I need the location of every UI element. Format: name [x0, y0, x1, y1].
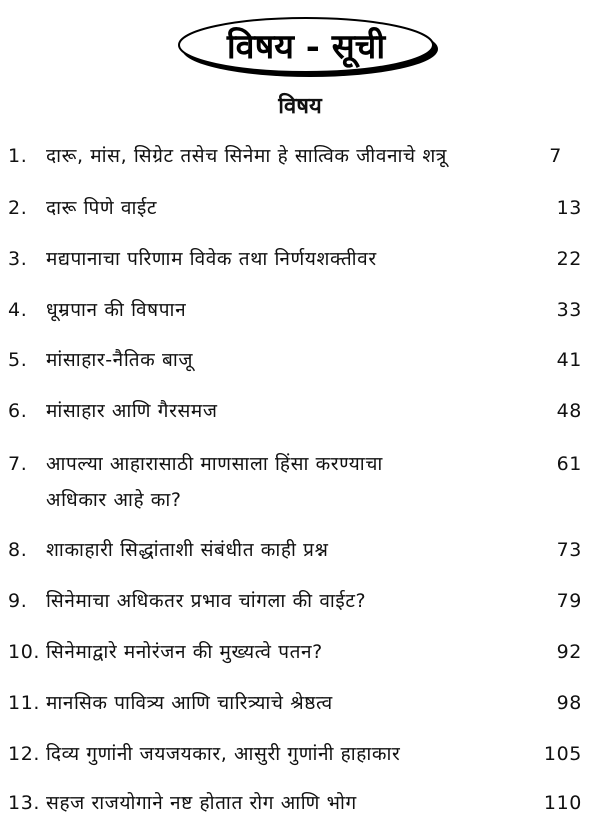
toc-page-number: 41	[556, 349, 582, 371]
toc-title-line2: अधिकार आहे का?	[46, 489, 182, 511]
toc-page-number: 98	[556, 692, 582, 714]
toc-number: 5.	[8, 349, 28, 371]
toc-number: 12.	[8, 743, 41, 765]
title-banner	[175, 14, 445, 80]
toc-page-number: 33	[556, 299, 582, 321]
toc-title: मांसाहार-नैतिक बाजू	[46, 349, 194, 371]
toc-title: मद्यपानाचा परिणाम विवेक तथा निर्णयशक्तीवर	[46, 248, 377, 270]
toc-page-number: 73	[556, 539, 582, 561]
toc-title: दारू पिणे वाईट	[46, 197, 158, 219]
toc-title-line1: आपल्या आहारासाठी माणसाला हिंसा करण्याचा	[46, 453, 383, 475]
toc-page-number: 110	[543, 792, 582, 814]
page-title: विषय - सूची	[226, 27, 386, 67]
toc-page-number: 7	[549, 145, 562, 167]
toc-number: 4.	[8, 299, 28, 321]
toc-title: दारू, मांस, सिग्रेट तसेच सिनेमा हे सात्विक जीवनाचे शत्रू	[46, 145, 447, 167]
toc-number: 13.	[8, 792, 41, 814]
toc-number: 2.	[8, 197, 28, 219]
toc-number: 3.	[8, 248, 28, 270]
toc-page-number: 22	[556, 248, 582, 270]
toc-title: धूम्रपान की विषपान	[46, 299, 187, 321]
toc-title: दिव्य गुणांनी जयजयकार, आसुरी गुणांनी हाहाकार	[46, 743, 401, 765]
toc-title: शाकाहारी सिद्धांताशी संबंधीत काही प्रश्न	[46, 539, 329, 561]
toc-number: 7.	[8, 453, 28, 475]
toc-page-number: 61	[556, 453, 582, 475]
toc-title: सिनेमाद्वारे मनोरंजन की मुख्यत्वे पतन?	[46, 641, 323, 663]
toc-title	[46, 446, 516, 518]
section-heading: विषय	[278, 93, 322, 119]
toc-title: मांसाहार आणि गैरसमज	[46, 400, 218, 422]
toc-page-number: 105	[543, 743, 582, 765]
toc-page-number: 48	[556, 400, 582, 422]
toc-number: 11.	[8, 692, 41, 714]
toc-page-number: 13	[556, 197, 582, 219]
toc-number: 10.	[8, 641, 41, 663]
toc-number: 1.	[8, 145, 28, 167]
toc-number: 9.	[8, 590, 28, 612]
toc-title: सहज राजयोगाने नष्ट होतात रोग आणि भोग	[46, 792, 357, 814]
toc-number: 6.	[8, 400, 28, 422]
toc-page-number: 79	[556, 590, 582, 612]
toc-title: मानसिक पावित्र्य आणि चारित्र्याचे श्रेष्ठत्व	[46, 692, 333, 714]
toc-number: 8.	[8, 539, 28, 561]
toc-title: सिनेमाचा अधिकतर प्रभाव चांगला की वाईट?	[46, 590, 367, 612]
toc-page-number: 92	[556, 641, 582, 663]
